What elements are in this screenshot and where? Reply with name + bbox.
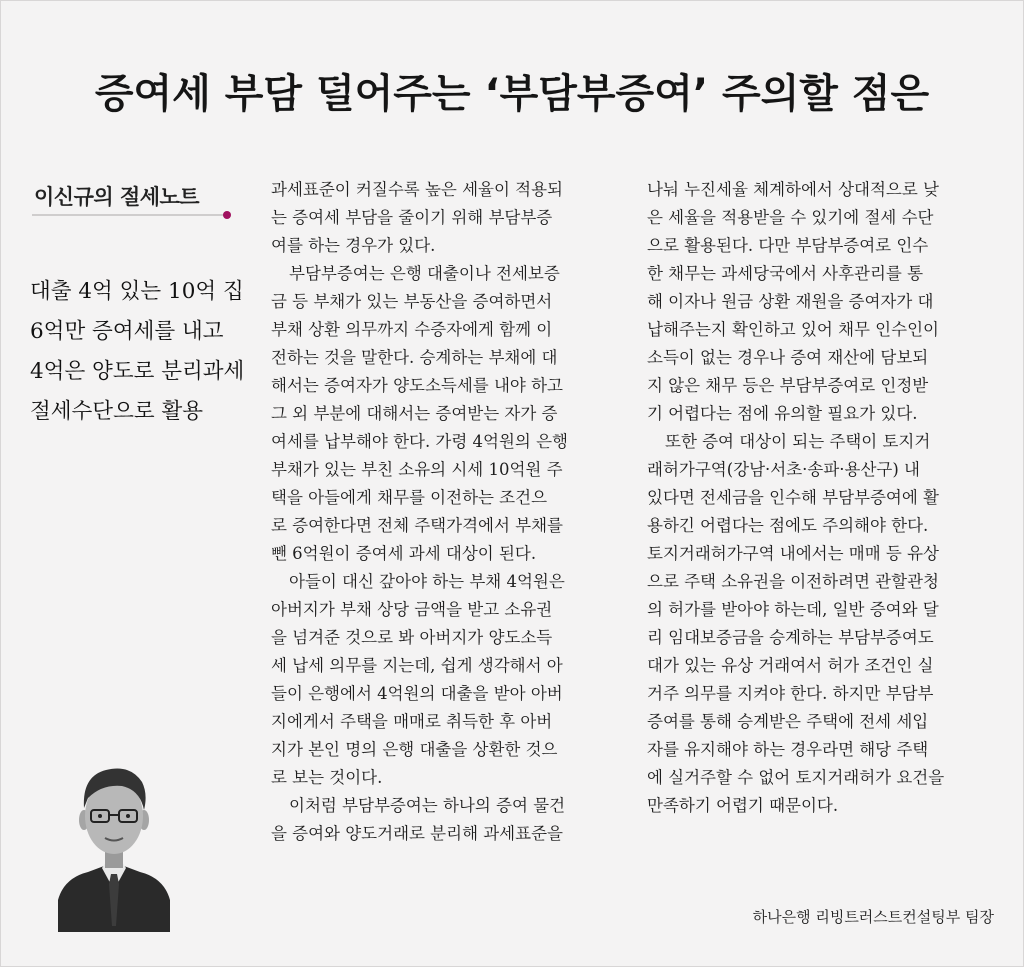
text-line: 부채 상환 의무까지 수증자에게 함께 이 — [271, 320, 553, 339]
series-rule — [32, 214, 224, 216]
text-line: 자를 유지해야 하는 경우라면 해당 주택 — [647, 740, 929, 759]
text-line: 들이 은행에서 4억원의 대출을 받아 아버 — [271, 684, 563, 703]
text-line: 로 증여한다면 전체 주택가격에서 부채를 — [271, 516, 563, 535]
text-line: 을 넘겨준 것으로 봐 아버지가 양도소득 — [271, 628, 553, 647]
author-photo — [58, 750, 170, 932]
text-line: 해서는 증여자가 양도소득세를 내야 하고 — [271, 376, 563, 395]
text-line: 여를 하는 경우가 있다. — [271, 236, 436, 255]
article-column-2 — [271, 176, 568, 848]
text-line: 만족하기 어렵기 때문이다. — [647, 796, 839, 815]
text-line: 또한 증여 대상이 되는 주택이 토지거 — [665, 432, 931, 451]
subhead-line: 6억만 증여세를 내고 — [30, 319, 224, 344]
text-line: 부담부증여는 은행 대출이나 전세보증 — [289, 264, 560, 283]
text-line: 의 허가를 받아야 하는데, 일반 증여와 달 — [647, 600, 939, 619]
text-line: 세 납세 의무를 지는데, 쉽게 생각해서 아 — [271, 656, 563, 675]
text-line: 기 어렵다는 점에 유의할 필요가 있다. — [647, 404, 918, 423]
text-line: 리 임대보증금을 승계하는 부담부증여도 — [647, 628, 934, 647]
text-line: 을 증여와 양도거래로 분리해 과세표준을 — [271, 824, 563, 843]
text-line: 토지거래허가구역 내에서는 매매 등 유상 — [647, 544, 939, 563]
text-line: 전하는 것을 말한다. 승계하는 부채에 대 — [271, 348, 558, 367]
text-line: 이처럼 부담부증여는 하나의 증여 물건 — [289, 796, 566, 815]
text-line: 으로 활용된다. 다만 부담부증여로 인수 — [647, 236, 929, 255]
text-line: 뺀 6억원이 증여세 과세 대상이 된다. — [271, 544, 537, 563]
text-line: 증여를 통해 승계받은 주택에 전세 세입 — [647, 712, 929, 731]
text-line: 으로 주택 소유권을 이전하려면 관할관청 — [647, 572, 939, 591]
text-line: 나눠 누진세율 체계하에서 상대적으로 낮 — [647, 180, 939, 199]
text-line: 해 이자나 원금 상환 재원을 증여자가 대 — [647, 292, 934, 311]
text-line: 아들이 대신 갚아야 하는 부채 4억원은 — [289, 572, 565, 591]
text-line: 아버지가 부채 상당 금액을 받고 소유권 — [271, 600, 553, 619]
text-line: 에 실거주할 수 없어 토지거래허가 요건을 — [647, 768, 945, 787]
text-line: 용하긴 어렵다는 점에도 주의해야 한다. — [647, 516, 929, 535]
subhead-line: 4억은 양도로 분리과세 — [30, 359, 245, 384]
text-line: 과세표준이 커질수록 높은 세율이 적용되 — [271, 180, 563, 199]
text-line: 금 등 부채가 있는 부동산을 증여하면서 — [271, 292, 553, 311]
text-line: 은 세율을 적용받을 수 있기에 절세 수단 — [647, 208, 934, 227]
byline: 하나은행 리빙트러스트컨설팅부 팀장 — [752, 908, 994, 926]
text-line: 여세를 납부해야 한다. 가령 4억원의 은행 — [271, 432, 568, 451]
text-line: 지가 본인 명의 은행 대출을 상환한 것으 — [271, 740, 558, 759]
text-line: 지 않은 채무 등은 부담부증여로 인정받 — [647, 376, 929, 395]
text-line: 택을 아들에게 채무를 이전하는 조건으 — [271, 488, 548, 507]
text-line: 부채가 있는 부친 소유의 시세 10억원 주 — [271, 460, 563, 479]
text-line: 있다면 전세금을 인수해 부담부증여에 활 — [647, 488, 939, 507]
text-line: 지에게서 주택을 매매로 취득한 후 아버 — [271, 712, 553, 731]
subhead-line: 절세수단으로 활용 — [30, 399, 203, 424]
text-line: 래허가구역(강남·서초·송파·용산구) 내 — [647, 460, 920, 479]
text-line: 거주 의무를 지켜야 한다. 하지만 부담부 — [647, 684, 934, 703]
accent-dot — [223, 211, 231, 219]
headline: 증여세 부담 덜어주는 ‘부담부증여’ 주의할 점은 — [94, 71, 930, 117]
text-line: 대가 있는 유상 거래여서 허가 조건인 실 — [647, 656, 934, 675]
series-label: 이신규의 절세노트 — [34, 185, 200, 209]
text-line: 그 외 부분에 대해서는 증여받는 자가 증 — [271, 404, 558, 423]
text-line: 소득이 없는 경우나 증여 재산에 담보되 — [647, 348, 929, 367]
text-line: 한 채무는 과세당국에서 사후관리를 통 — [647, 264, 924, 283]
subhead-line: 대출 4억 있는 10억 집 — [30, 279, 244, 304]
text-line: 로 보는 것이다. — [271, 768, 383, 787]
text-line: 납해주는지 확인하고 있어 채무 인수인이 — [647, 320, 939, 339]
subhead — [30, 272, 245, 432]
article-column-3 — [647, 176, 944, 820]
text-line: 는 증여세 부담을 줄이기 위해 부담부증 — [271, 208, 553, 227]
